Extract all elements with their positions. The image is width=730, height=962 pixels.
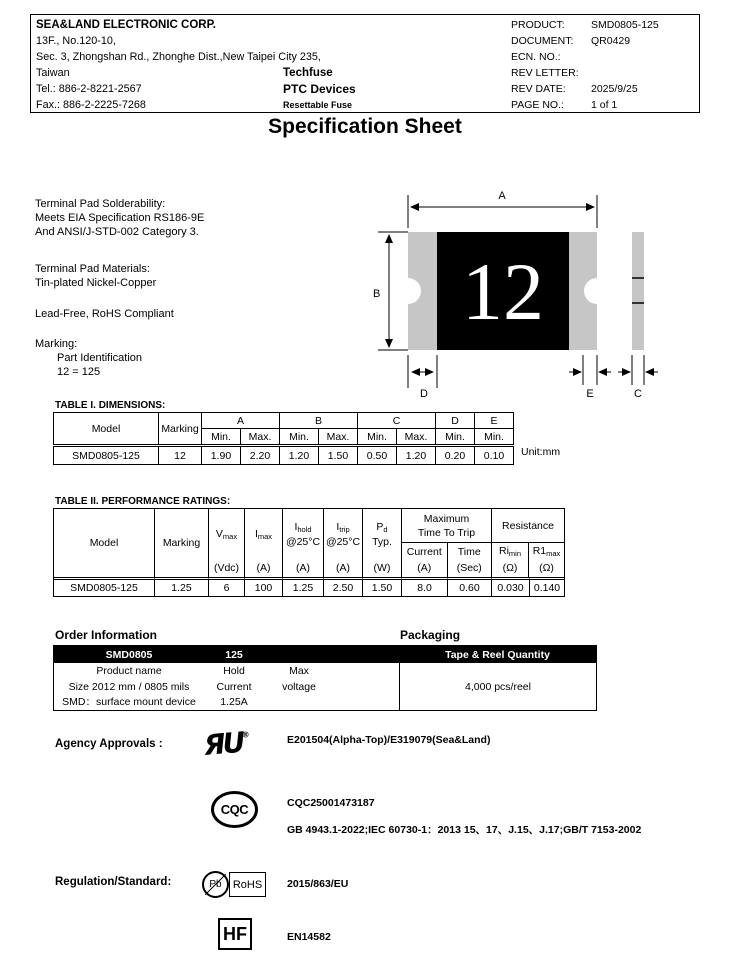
company-name: SEA&LAND ELECTRONIC CORP.	[36, 19, 216, 31]
side-view-strip	[632, 232, 644, 350]
table-cell: 1.50	[319, 446, 358, 465]
order-text: 1.25A	[220, 696, 248, 708]
col-header-ihold	[282, 509, 323, 577]
col-header-r1max	[528, 543, 564, 577]
order-product-column	[54, 663, 204, 711]
meta-value: SMD0805-125	[591, 19, 659, 31]
note-line: Part Identification	[57, 352, 142, 364]
sub-header: Min.	[475, 429, 514, 446]
order-table-header	[54, 646, 596, 663]
rohs-directive-value: 2015/863/EU	[287, 878, 349, 890]
order-max-voltage-column	[264, 663, 334, 711]
header-symbol: I	[336, 521, 340, 533]
ul-file-numbers: E201504(Alpha-Top)/E319079(Sea&Land)	[287, 734, 491, 746]
meta-label: REV DATE:	[511, 83, 566, 95]
lead-free-icon	[202, 871, 229, 898]
table-cell: 1.50	[362, 577, 401, 596]
table-cell: 0.50	[358, 446, 397, 465]
halogen-free-icon: HF	[218, 918, 252, 950]
header-condition: @25°C	[325, 536, 361, 548]
col-group-c: C	[358, 413, 436, 429]
meta-row	[511, 33, 659, 49]
table-cell: SMD0805-125	[54, 446, 159, 465]
company-block	[36, 17, 321, 113]
header-unit: (Ω)	[502, 562, 518, 574]
halogen-free-standard: EN14582	[287, 931, 331, 943]
note-line: Terminal Pad Solderability:	[35, 198, 166, 210]
table-cell: 8.0	[401, 577, 447, 596]
col-group-e: E	[475, 413, 514, 429]
col-header-model: Model	[54, 413, 159, 446]
col-header-vmax	[208, 509, 244, 577]
header-subscript: trip	[339, 525, 350, 534]
address-line: 13F., No.120-10,	[36, 35, 116, 47]
ul-mark-glyph: ЯU	[202, 725, 244, 762]
materials-note	[35, 262, 156, 290]
meta-row	[511, 49, 659, 65]
order-information-title: Order Information	[55, 628, 158, 642]
right-castellation-notch	[584, 278, 610, 304]
table-cell: 0.030	[491, 577, 529, 596]
dim-e-label: E	[586, 388, 594, 400]
document-meta	[511, 17, 659, 113]
dim-c-label: C	[634, 388, 642, 400]
meta-value: 1 of 1	[591, 99, 618, 111]
order-hold-current-column	[204, 663, 264, 711]
meta-value: 2025/9/25	[591, 83, 638, 95]
table-cell: 2.50	[323, 577, 362, 596]
group-title-line: Maximum	[423, 512, 470, 525]
table-cell: 0.60	[447, 577, 491, 596]
tel-line: Tel.: 886-2-8221-2567	[36, 83, 142, 95]
meta-label: REV LETTER:	[511, 67, 579, 79]
header-unit: (Vdc)	[213, 562, 240, 574]
col-header-marking: Marking	[154, 509, 208, 577]
header-unit: (A)	[296, 562, 310, 574]
brand-name: Techfuse	[283, 67, 333, 79]
sub-header: Max.	[241, 429, 280, 446]
header-subscript: max	[257, 531, 273, 541]
header-condition: Typ.	[372, 536, 392, 548]
note-line: Marking:	[35, 338, 78, 350]
table-cell: 12	[159, 446, 202, 465]
left-castellation-notch	[395, 278, 421, 304]
page-title: Specification Sheet	[268, 115, 462, 138]
col-header-pd	[362, 509, 401, 577]
table1-caption: TABLE I. DIMENSIONS:	[55, 400, 166, 411]
group-title-line: Resistance	[502, 519, 554, 532]
col-group-resistance	[491, 509, 564, 577]
brand-subtitle: Resettable Fuse	[283, 100, 353, 110]
col-group-b: B	[280, 413, 358, 429]
ul-recognized-icon	[203, 725, 252, 762]
order-series: SMD0805	[105, 648, 153, 661]
registered-mark-icon: ®	[241, 730, 250, 740]
reel-quantity-value: 4,000 pcs/reel	[399, 663, 596, 710]
header-unit: (Ω)	[539, 562, 554, 574]
header-symbol: P	[376, 521, 384, 533]
header-subscript: max	[222, 531, 238, 541]
order-text: Size 2012 mm / 0805 mils	[68, 680, 190, 693]
col-group-a: A	[202, 413, 280, 429]
col-header-imax	[244, 509, 282, 577]
packaging-title: Packaging	[400, 628, 461, 642]
leadfree-note	[35, 307, 174, 321]
brand-block	[283, 65, 356, 113]
note-line: And ANSI/J-STD-002 Category 3.	[35, 226, 199, 238]
col-header-itrip	[323, 509, 362, 577]
header-unit: (A)	[417, 562, 432, 574]
table-cell: SMD0805-125	[54, 577, 154, 596]
col-header-model: Model	[89, 537, 119, 549]
note-line: Meets EIA Specification RS186-9E	[35, 212, 205, 224]
performance-table	[53, 508, 565, 597]
meta-label: PAGE NO.:	[511, 99, 564, 111]
table2-caption: TABLE II. PERFORMANCE RATINGS:	[55, 496, 231, 507]
cqc-logo-icon: CQC	[211, 791, 258, 828]
order-table-body	[54, 663, 596, 710]
cqc-standards-line: GB 4943.1-2022;IEC 60730-1：2013 15、17、J.15、J.17;GB/T 7153-2002	[287, 824, 642, 836]
header-symbol: I	[254, 527, 258, 540]
order-text: voltage	[282, 680, 316, 693]
solderability-note	[35, 197, 204, 239]
col-header-trip-time	[447, 543, 492, 577]
table-cell: 1.25	[282, 577, 323, 596]
pb-slash	[205, 874, 226, 895]
regulation-standard-label: Regulation/Standard:	[55, 876, 172, 888]
table-cell: 100	[244, 577, 282, 596]
col-group-d: D	[436, 413, 475, 429]
meta-row	[511, 17, 659, 33]
header-subscript: max	[546, 548, 561, 558]
header-subscript: hold	[297, 525, 312, 534]
marking-note	[35, 337, 142, 379]
sub-header: Max.	[397, 429, 436, 446]
rohs-icon: RoHS	[229, 872, 266, 897]
address-line: Sec. 3, Zhongshan Rd., Zhonghe Dist.,New Taipei City 235,	[36, 51, 321, 63]
header-subscript: min	[508, 548, 521, 558]
sub-header: Min.	[436, 429, 475, 446]
table-cell: 1.25	[154, 577, 208, 596]
meta-row	[511, 81, 659, 97]
col-header-rimin	[492, 543, 528, 577]
header-symbol: Ri	[498, 544, 509, 557]
header-symbol: R1	[532, 544, 547, 557]
table-cell: 2.20	[241, 446, 280, 465]
sub-header: Min.	[358, 429, 397, 446]
table-cell: 6	[208, 577, 244, 596]
header-box	[30, 14, 700, 113]
table-cell: 1.20	[280, 446, 319, 465]
note-line: Lead-Free, RoHS Compliant	[35, 308, 174, 320]
order-table	[53, 645, 597, 711]
header-symbol: I	[294, 521, 298, 533]
header-label: Time	[457, 545, 481, 558]
sub-header: Min.	[202, 429, 241, 446]
meta-row	[511, 65, 659, 81]
unit-label: Unit:mm	[521, 446, 561, 458]
fax-line: Fax.: 886-2-2225-7268	[36, 99, 146, 111]
header-unit: (A)	[256, 562, 271, 574]
reel-quantity-header: Tape & Reel Quantity	[445, 648, 550, 661]
meta-value: QR0429	[591, 35, 631, 47]
order-text: Current	[216, 680, 252, 693]
note-line: 12 = 125	[57, 366, 101, 378]
pb-symbol: Pb	[209, 879, 222, 890]
meta-label: PRODUCT:	[511, 19, 565, 31]
order-rating-code: 125	[225, 648, 243, 661]
cqc-certificate-number: CQC25001473187	[287, 797, 375, 809]
brand-product-line: PTC Devices	[283, 82, 356, 96]
header-unit: (W)	[373, 562, 391, 574]
table-cell: 0.140	[529, 577, 564, 596]
sub-header: Max.	[319, 429, 358, 446]
sub-header: Min.	[280, 429, 319, 446]
col-header-marking: Marking	[159, 413, 202, 446]
meta-label: DOCUMENT:	[511, 35, 574, 47]
chip-marking: 12	[462, 246, 544, 337]
order-text: SMD：surface mount device	[62, 696, 196, 708]
order-text: Hold	[223, 665, 245, 677]
dim-b-label: B	[373, 288, 381, 300]
header-subscript: d	[383, 525, 388, 534]
table-cell: 1.20	[397, 446, 436, 465]
group-title-line: Time To Trip	[417, 526, 476, 539]
header-label: Current	[406, 545, 442, 558]
col-group-time-to-trip	[401, 509, 491, 577]
header-unit: (Sec)	[456, 562, 482, 574]
order-text: Product name	[96, 665, 162, 677]
header-unit: (A)	[336, 562, 350, 574]
header-symbol: V	[215, 527, 223, 540]
agency-approvals-label: Agency Approvals :	[55, 738, 163, 750]
table-cell: 0.20	[436, 446, 475, 465]
address-line: Taiwan	[36, 67, 70, 79]
dim-d-label: D	[420, 388, 428, 400]
col-header-trip-current	[402, 543, 447, 577]
meta-label: ECN. NO.:	[511, 51, 561, 63]
header-condition: @25°C	[285, 536, 321, 548]
note-line: Terminal Pad Materials:	[35, 263, 150, 275]
order-text: Max	[289, 665, 309, 677]
table-row	[54, 446, 514, 465]
component-diagram	[370, 185, 710, 410]
dimensions-table	[53, 412, 514, 465]
table-cell: 0.10	[475, 446, 514, 465]
table-cell: 1.90	[202, 446, 241, 465]
meta-row	[511, 97, 659, 113]
dim-a-label: A	[498, 190, 506, 202]
note-line: Tin-plated Nickel-Copper	[35, 277, 157, 289]
